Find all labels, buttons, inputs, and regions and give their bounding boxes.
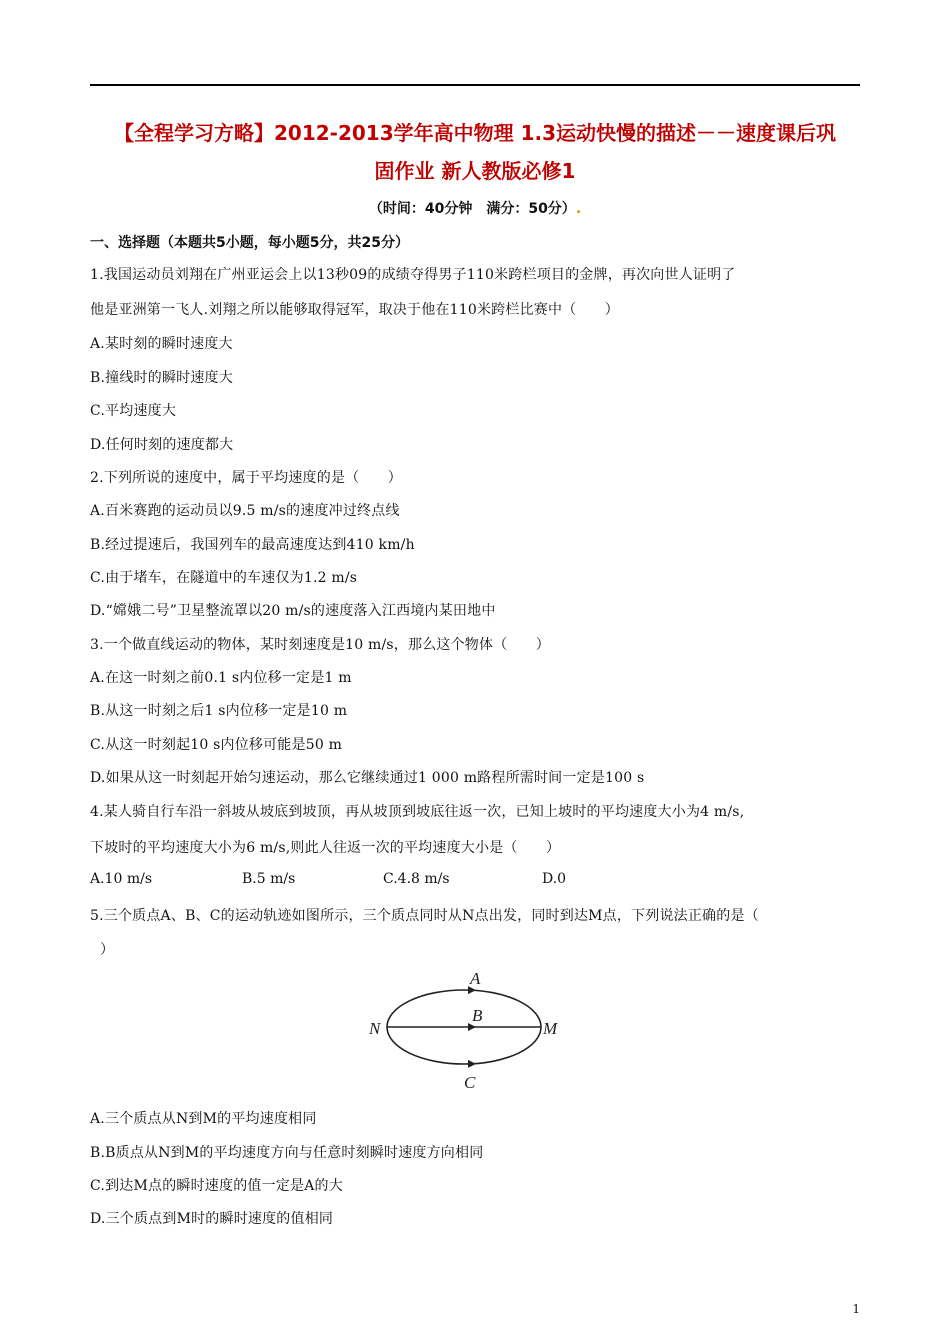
title-line-1: 【全程学习方略】2012-2013学年高中物理 1.3运动快慢的描述－－速度课后巩	[113, 121, 837, 145]
q5-option-d: D.三个质点到M时的瞬时速度的值相同	[90, 1211, 334, 1227]
page-number: 1	[852, 1302, 860, 1316]
q4-stem-line1: 4.某人骑自行车沿一斜坡从坡底到坡顶，再从坡顶到坡底往返一次，已知上坡时的平均速度大小为4 m/s,	[90, 804, 745, 820]
q2-option-a: A.百米赛跑的运动员以9.5 m/s的速度冲过终点线	[90, 503, 400, 519]
q5-option-a: A.三个质点从N到M的平均速度相同	[90, 1111, 317, 1127]
q5-option-b: B.B质点从N到M的平均速度方向与任意时刻瞬时速度方向相同	[90, 1145, 484, 1161]
time-score-note	[90, 198, 860, 218]
trajectory-diagram	[348, 968, 608, 1093]
q1-stem-line2: 他是亚洲第一飞人.刘翔之所以能够取得冠军，取决于他在110米跨栏比赛中（ ）	[90, 302, 619, 318]
q4-option-b: B.5 m/s	[242, 871, 296, 887]
q1-option-d: D.任何时刻的速度都大	[90, 437, 234, 453]
q5-stem-line1: 5.三个质点A、B、C的运动轨迹如图所示，三个质点同时从N点出发，同时到达M点，下列说法正确的是（	[90, 908, 759, 924]
q3-option-b: B.从这一时刻之后1 s内位移一定是10 m	[90, 703, 348, 719]
section-heading: 一、选择题（本题共5小题，每小题5分，共25分）	[90, 235, 409, 251]
label-m: M	[543, 1019, 558, 1038]
q2-option-c: C.由于堵车，在隧道中的车速仅为1.2 m/s	[90, 570, 358, 586]
header-rule	[90, 84, 860, 86]
q1-option-a: A.某时刻的瞬时速度大	[90, 336, 233, 352]
q5-stem-line2: ）	[100, 942, 115, 958]
label-b: B	[472, 1006, 483, 1025]
q3-stem: 3.一个做直线运动的物体，某时刻速度是10 m/s，那么这个物体（ ）	[90, 637, 550, 653]
q2-option-b: B.经过提速后，我国列车的最高速度达到410 km/h	[90, 537, 415, 553]
q4-option-d: D.0	[542, 871, 567, 887]
q2-option-d: D.“嫦娥二号”卫星整流罩以20 m/s的速度落入江西境内某田地中	[90, 603, 496, 619]
q1-stem-line1: 1.我国运动员刘翔在广州亚运会上以13秒09的成绩夺得男子110米跨栏项目的金牌，再次向世人证明了	[90, 267, 736, 283]
q4-options	[90, 871, 690, 891]
stray-dot: .	[575, 201, 582, 217]
q3-option-d: D.如果从这一时刻起开始匀速运动，那么它继续通过1 000 m路程所需时间一定是100 s	[90, 770, 645, 786]
q4-option-c: C.4.8 m/s	[383, 871, 450, 887]
q2-stem: 2.下列所说的速度中，属于平均速度的是（ ）	[90, 470, 402, 486]
q3-option-a: A.在这一时刻之前0.1 s内位移一定是1 m	[90, 670, 352, 686]
label-c: C	[464, 1073, 476, 1092]
label-a: A	[470, 969, 481, 988]
q4-stem-line2: 下坡时的平均速度大小为6 m/s,则此人往返一次的平均速度大小是（ ）	[90, 840, 561, 856]
q5-option-c: C.到达M点的瞬时速度的值一定是A的大	[90, 1178, 343, 1194]
time-score-text: （时间：40分钟 满分：50分）	[368, 201, 576, 217]
q3-option-c: C.从这一时刻起10 s内位移可能是50 m	[90, 737, 343, 753]
q1-option-c: C.平均速度大	[90, 403, 177, 419]
q4-option-a: A.10 m/s	[90, 871, 153, 887]
q1-option-b: B.撞线时的瞬时速度大	[90, 370, 233, 386]
title-line-2: 固作业 新人教版必修1	[374, 159, 576, 183]
label-n: N	[369, 1019, 381, 1038]
